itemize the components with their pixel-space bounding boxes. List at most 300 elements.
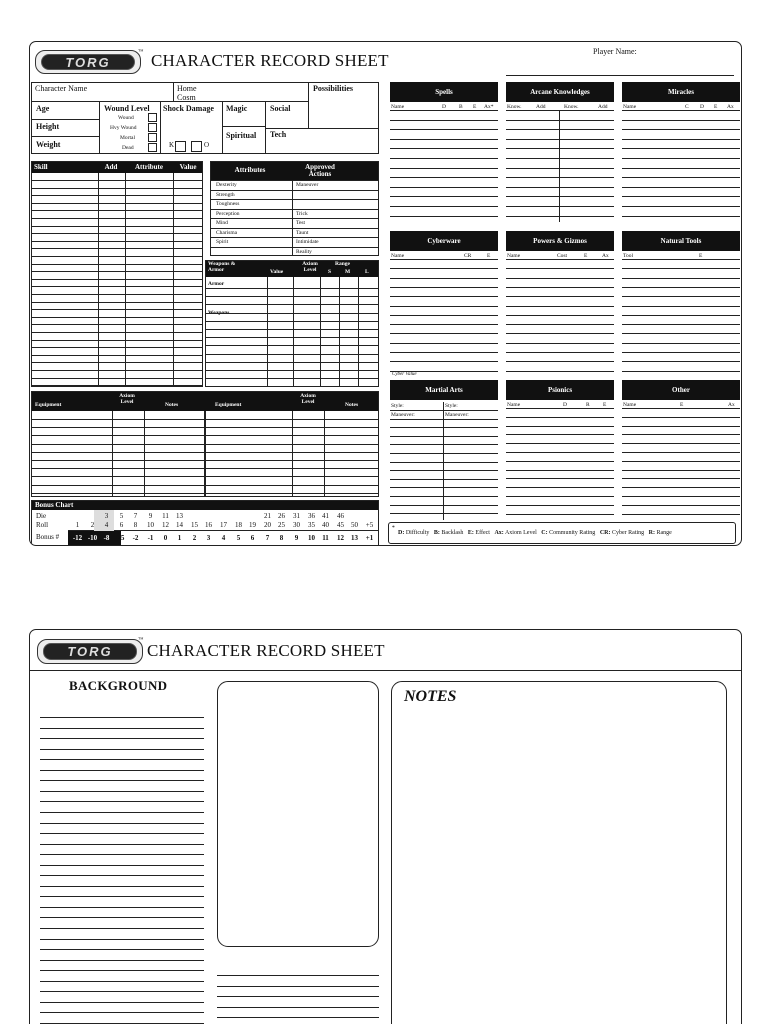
skill-row[interactable]: [31, 264, 203, 265]
attribute-row[interactable]: [210, 180, 379, 181]
cyberware-row[interactable]: [390, 278, 498, 279]
equipment-row[interactable]: [31, 444, 379, 445]
background-line[interactable]: [40, 939, 204, 940]
notes-line[interactable]: [217, 996, 379, 997]
spells-row[interactable]: [390, 110, 498, 111]
cyberware-row[interactable]: [390, 287, 498, 288]
weapon-row[interactable]: [205, 288, 379, 289]
player-name-label: Player Name:: [593, 47, 637, 56]
psionics-row[interactable]: [506, 470, 614, 471]
cyberware-row[interactable]: [390, 268, 498, 269]
range-header: Range: [335, 261, 350, 267]
legend-e-key: E:: [467, 530, 474, 536]
die-label: Die: [36, 512, 47, 520]
skill-row[interactable]: [31, 233, 203, 234]
background-line[interactable]: [40, 949, 204, 950]
skill-row[interactable]: [31, 309, 203, 310]
bonus-chart-header: Bonus Chart: [31, 500, 379, 510]
background-line[interactable]: [40, 928, 204, 929]
weapons-axiom-header: Axiom Level: [302, 261, 318, 273]
spells-row[interactable]: [390, 187, 498, 188]
miracles-row[interactable]: [622, 148, 740, 149]
legend-c-value: Community Rating: [549, 530, 596, 536]
other-row[interactable]: [622, 461, 740, 462]
wound-checkbox[interactable]: [148, 113, 157, 122]
miracles-col-label: Ax: [727, 104, 734, 110]
die-value: 46: [337, 512, 344, 520]
tools-row[interactable]: [622, 268, 740, 269]
background-line[interactable]: [40, 1012, 204, 1013]
spells-row[interactable]: [390, 168, 498, 169]
range-l: L: [365, 269, 369, 275]
bonus-value: 9: [294, 534, 299, 542]
arcane-row[interactable]: [506, 129, 614, 130]
background-line[interactable]: [40, 960, 204, 961]
cyberware-row[interactable]: [390, 333, 498, 334]
cyberware-row[interactable]: [390, 296, 498, 297]
background-line[interactable]: [40, 801, 204, 802]
equipment-row[interactable]: [31, 485, 379, 486]
background-line[interactable]: [40, 791, 204, 792]
weapon-row[interactable]: [205, 304, 379, 305]
equipment-row[interactable]: [31, 468, 379, 469]
powers-row[interactable]: [506, 343, 614, 344]
background-line[interactable]: [40, 1002, 204, 1003]
skill-row[interactable]: [31, 241, 203, 242]
other-row[interactable]: [622, 514, 740, 515]
cyberware-row[interactable]: [390, 259, 498, 260]
powers-row[interactable]: [506, 268, 614, 269]
attribute-row[interactable]: [210, 247, 379, 248]
martial-arts-row[interactable]: [390, 436, 498, 437]
background-line[interactable]: [40, 833, 204, 834]
equipment-row[interactable]: [31, 419, 379, 420]
cyberware-row[interactable]: [390, 306, 498, 307]
other-row[interactable]: [622, 505, 740, 506]
style-label: Style:: [391, 403, 404, 409]
skill-row[interactable]: [31, 378, 203, 379]
tools-row[interactable]: [622, 333, 740, 334]
tools-row[interactable]: [622, 343, 740, 344]
other-row[interactable]: [622, 487, 740, 488]
sheet-title: CHARACTER RECORD SHEET: [147, 641, 385, 660]
tools-row[interactable]: [622, 287, 740, 288]
notes-line[interactable]: [217, 975, 379, 976]
miracles-row[interactable]: [622, 196, 740, 197]
background-line[interactable]: [40, 749, 204, 750]
roll-value: 25: [278, 521, 285, 529]
arcane-header: Arcane Knowledges: [506, 82, 614, 102]
attribute-row[interactable]: [210, 237, 379, 238]
o-label: O: [204, 141, 210, 149]
background-line[interactable]: [40, 780, 204, 781]
skill-row[interactable]: [31, 226, 203, 227]
martial-arts-row[interactable]: [390, 462, 498, 463]
skill-row[interactable]: [31, 362, 203, 363]
die-value: 9: [148, 512, 153, 520]
background-line[interactable]: [40, 981, 204, 982]
spells-row[interactable]: [390, 216, 498, 217]
arcane-row[interactable]: [506, 110, 614, 111]
martial-arts-header: Martial Arts: [390, 380, 498, 400]
character-name-label: Character Name: [35, 84, 88, 93]
martial-arts-row[interactable]: [390, 453, 498, 454]
arcane-row[interactable]: [506, 216, 614, 217]
character-sheet-page-1: [29, 41, 742, 546]
spells-header: Spells: [390, 82, 498, 102]
k-checkbox[interactable]: [175, 141, 186, 152]
attribute-row[interactable]: [210, 218, 379, 219]
martial-arts-row[interactable]: [390, 419, 498, 420]
spells-row[interactable]: [390, 120, 498, 121]
miracles-row[interactable]: [622, 216, 740, 217]
powers-row[interactable]: [506, 306, 614, 307]
other-row[interactable]: [622, 470, 740, 471]
skill-row[interactable]: [31, 195, 203, 196]
legend-r-value: Range: [656, 530, 672, 536]
weapon-row[interactable]: [205, 386, 379, 387]
legend-d-value: Difficulty: [405, 530, 430, 536]
background-line[interactable]: [40, 854, 204, 855]
other-row[interactable]: [622, 426, 740, 427]
skill-row[interactable]: [31, 279, 203, 280]
martial-arts-row[interactable]: [390, 496, 498, 497]
martial-arts-row[interactable]: [390, 513, 498, 514]
psionics-row[interactable]: [506, 408, 614, 409]
bonus-value: +1: [365, 534, 374, 542]
weapon-row[interactable]: [205, 370, 379, 371]
bonus-value: 11: [322, 534, 329, 542]
bonus-value: 3: [206, 534, 211, 542]
martial-arts-row[interactable]: [390, 487, 498, 488]
attribute-name: Spirit: [216, 239, 229, 245]
arcane-row[interactable]: [506, 168, 614, 169]
background-line[interactable]: [40, 865, 204, 866]
background-line[interactable]: [40, 875, 204, 876]
equipment-row[interactable]: [31, 493, 379, 494]
tools-col-label: E: [699, 253, 703, 259]
equipment-row[interactable]: [31, 476, 379, 477]
spells-row[interactable]: [390, 196, 498, 197]
background-line[interactable]: [40, 896, 204, 897]
sheet-title: CHARACTER RECORD SHEET: [151, 51, 389, 70]
psionics-col-label: R: [586, 402, 590, 408]
martial-arts-row[interactable]: [390, 427, 498, 428]
background-line[interactable]: [40, 991, 204, 992]
value-col-header: Value: [173, 162, 203, 172]
legend-text: [398, 530, 672, 536]
background-line[interactable]: [40, 717, 204, 718]
weapon-row[interactable]: [205, 313, 379, 314]
other-row[interactable]: [622, 443, 740, 444]
psionics-row[interactable]: [506, 505, 614, 506]
attribute-row[interactable]: [210, 190, 379, 191]
spells-row[interactable]: [390, 206, 498, 207]
cyberware-row[interactable]: [390, 315, 498, 316]
weapon-row[interactable]: [205, 354, 379, 355]
tools-row[interactable]: [622, 315, 740, 316]
roll-value: 2: [90, 521, 95, 529]
notes-box[interactable]: [391, 681, 727, 1024]
spells-col-label: D: [442, 104, 446, 110]
skill-row[interactable]: [31, 248, 203, 249]
trademark: ™: [138, 49, 144, 55]
equipment-notes-header-1: Notes: [165, 402, 179, 408]
background-line[interactable]: [40, 738, 204, 739]
approved-action: Maneuver: [296, 182, 319, 188]
arcane-row[interactable]: [506, 120, 614, 121]
other-row[interactable]: [622, 478, 740, 479]
skill-row[interactable]: [31, 385, 203, 386]
roll-value: 19: [249, 521, 256, 529]
die-value: 26: [278, 512, 285, 520]
arcane-row[interactable]: [506, 187, 614, 188]
background-line[interactable]: [40, 917, 204, 918]
add-col-header: Add: [98, 162, 124, 172]
psionics-row[interactable]: [506, 461, 614, 462]
background-line[interactable]: [40, 728, 204, 729]
background-line[interactable]: [40, 844, 204, 845]
powers-row[interactable]: [506, 333, 614, 334]
miracles-row[interactable]: [622, 206, 740, 207]
skill-row[interactable]: [31, 370, 203, 371]
weapon-row[interactable]: [205, 345, 379, 346]
column-divider: [443, 402, 444, 520]
skill-row[interactable]: [31, 218, 203, 219]
powers-row[interactable]: [506, 287, 614, 288]
tools-row[interactable]: [622, 259, 740, 260]
skill-row[interactable]: [31, 203, 203, 204]
tools-row[interactable]: [622, 361, 740, 362]
legend-ax-key: Ax:: [494, 530, 504, 536]
background-line[interactable]: [40, 886, 204, 887]
roll-value: 15: [191, 521, 198, 529]
tools-row[interactable]: [622, 306, 740, 307]
skill-row[interactable]: [31, 188, 203, 189]
attribute-name: Charisma: [216, 230, 238, 236]
notes-line[interactable]: [217, 1007, 379, 1008]
spells-row[interactable]: [390, 158, 498, 159]
approved-action: Trick: [296, 211, 308, 217]
legend-r-key: R:: [648, 530, 655, 536]
equipment-row[interactable]: [31, 427, 379, 428]
weapon-row[interactable]: [205, 329, 379, 330]
skill-row[interactable]: [31, 347, 203, 348]
weapon-row[interactable]: [205, 378, 379, 379]
spells-row[interactable]: [390, 139, 498, 140]
notes-line[interactable]: [217, 986, 379, 987]
arcane-row[interactable]: [506, 158, 614, 159]
spells-row[interactable]: [390, 148, 498, 149]
powers-row[interactable]: [506, 259, 614, 260]
o-checkbox[interactable]: [191, 141, 202, 152]
skill-row[interactable]: [31, 317, 203, 318]
psionics-row[interactable]: [506, 514, 614, 515]
miracles-row[interactable]: [622, 187, 740, 188]
roll-value: 45: [337, 521, 344, 529]
logo-text: TORG: [43, 643, 137, 660]
arcane-row[interactable]: [506, 148, 614, 149]
roll-label: Roll: [36, 521, 49, 529]
cyber-value-label: Cyber Value: [392, 372, 417, 377]
cyberware-row[interactable]: [390, 343, 498, 344]
powers-row[interactable]: [506, 352, 614, 353]
martial-arts-row[interactable]: [390, 505, 498, 506]
skill-row[interactable]: [31, 271, 203, 272]
background-line[interactable]: [40, 812, 204, 813]
skill-col-header: Skill: [34, 162, 74, 172]
equipment-row[interactable]: [31, 452, 379, 453]
approved-action: Taunt: [296, 230, 309, 236]
other-col-label: E: [680, 402, 684, 408]
arcane-row[interactable]: [506, 177, 614, 178]
dead-checkbox[interactable]: [148, 143, 157, 152]
cyberware-col-label: E: [487, 253, 491, 259]
skill-row[interactable]: [31, 286, 203, 287]
roll-value: 14: [176, 521, 183, 529]
bonus-value: 10: [308, 534, 315, 542]
martial-arts-row[interactable]: [390, 479, 498, 480]
tools-row[interactable]: [622, 278, 740, 279]
age-label: Age: [36, 104, 50, 113]
arcane-col-label: Add: [536, 104, 546, 110]
attribute-name: Perception: [216, 211, 240, 217]
powers-col-label: Cost: [557, 253, 568, 259]
skill-row[interactable]: [31, 294, 203, 295]
cyberware-row[interactable]: [390, 352, 498, 353]
legend-b-value: Backlash: [441, 530, 464, 536]
attribute-row[interactable]: [210, 228, 379, 229]
tools-row[interactable]: [622, 352, 740, 353]
other-col-label: Name: [623, 402, 637, 408]
attribute-name: Mind: [216, 220, 228, 226]
weight-label: Weight: [36, 140, 61, 149]
arcane-col-label: Know.: [564, 104, 579, 110]
cyberware-col-label: Name: [391, 253, 405, 259]
home-cosm-label: Home Cosm: [177, 84, 197, 102]
attribute-name: Toughness: [216, 201, 240, 207]
background-heading: BACKGROUND: [69, 678, 168, 693]
cyberware-row[interactable]: [390, 361, 498, 362]
attribute-row[interactable]: [210, 209, 379, 210]
character-sheet-page-2: [29, 629, 742, 1024]
heavy-wound-checkbox[interactable]: [148, 123, 157, 132]
skill-row[interactable]: [31, 340, 203, 341]
tools-row[interactable]: [622, 324, 740, 325]
weapon-row[interactable]: [205, 321, 379, 322]
powers-row[interactable]: [506, 296, 614, 297]
skill-row[interactable]: [31, 256, 203, 257]
arcane-row[interactable]: [506, 206, 614, 207]
psionics-row[interactable]: [506, 417, 614, 418]
miracles-row[interactable]: [622, 120, 740, 121]
other-row[interactable]: [622, 434, 740, 435]
notes-line[interactable]: [217, 1017, 379, 1018]
other-row[interactable]: [622, 496, 740, 497]
powers-row[interactable]: [506, 371, 614, 372]
roll-value: 16: [205, 521, 212, 529]
player-name-line[interactable]: [506, 75, 734, 76]
other-row[interactable]: [622, 408, 740, 409]
attribute-row[interactable]: [210, 199, 379, 200]
tools-row[interactable]: [622, 371, 740, 372]
weapon-row[interactable]: [205, 362, 379, 363]
legend-c-key: C:: [541, 530, 548, 536]
other-row[interactable]: [622, 452, 740, 453]
attribute-name: Dexterity: [216, 182, 237, 188]
background-line[interactable]: [40, 759, 204, 760]
arcane-row[interactable]: [506, 139, 614, 140]
cyberware-col-label: CR: [464, 253, 472, 259]
psionics-row[interactable]: [506, 426, 614, 427]
martial-arts-row[interactable]: [390, 470, 498, 471]
psionics-row[interactable]: [506, 478, 614, 479]
bonus-value: 12: [337, 534, 344, 542]
bonus-label: Bonus #: [36, 533, 60, 541]
background-line[interactable]: [40, 770, 204, 771]
miracles-row[interactable]: [622, 139, 740, 140]
mortal-checkbox[interactable]: [148, 133, 157, 142]
miracles-row[interactable]: [622, 129, 740, 130]
die-value: 21: [264, 512, 271, 520]
equipment-row[interactable]: [31, 460, 379, 461]
weapon-row[interactable]: [205, 337, 379, 338]
skill-row[interactable]: [31, 210, 203, 211]
psionics-row[interactable]: [506, 496, 614, 497]
weapon-row[interactable]: [205, 296, 379, 297]
roll-value: 6: [119, 521, 124, 529]
skill-row[interactable]: [31, 332, 203, 333]
psionics-row[interactable]: [506, 452, 614, 453]
equipment-header-2: Equipment: [215, 402, 242, 408]
miracles-row[interactable]: [622, 177, 740, 178]
skill-row[interactable]: [31, 355, 203, 356]
skill-row[interactable]: [31, 324, 203, 325]
martial-arts-row[interactable]: [390, 410, 498, 411]
powers-row[interactable]: [506, 315, 614, 316]
portrait-box[interactable]: [217, 681, 379, 947]
other-row[interactable]: [622, 417, 740, 418]
arcane-row[interactable]: [506, 196, 614, 197]
powers-row[interactable]: [506, 278, 614, 279]
bonus-value: 6: [250, 534, 255, 542]
legend-cr-key: CR:: [599, 530, 611, 536]
wound-state: Mortal: [120, 135, 135, 141]
psionics-row[interactable]: [506, 443, 614, 444]
tools-row[interactable]: [622, 296, 740, 297]
background-line[interactable]: [40, 970, 204, 971]
martial-arts-row[interactable]: [390, 444, 498, 445]
miracles-row[interactable]: [622, 158, 740, 159]
die-value: 11: [162, 512, 169, 520]
roll-value: 40: [322, 521, 329, 529]
psionics-row[interactable]: [506, 487, 614, 488]
psionics-row[interactable]: [506, 434, 614, 435]
spells-row[interactable]: [390, 177, 498, 178]
cyberware-row[interactable]: [390, 324, 498, 325]
background-line[interactable]: [40, 907, 204, 908]
die-value: 7: [133, 512, 138, 520]
powers-row[interactable]: [506, 324, 614, 325]
powers-row[interactable]: [506, 361, 614, 362]
miracles-row[interactable]: [622, 110, 740, 111]
spells-row[interactable]: [390, 129, 498, 130]
skill-row[interactable]: [31, 302, 203, 303]
skill-row[interactable]: [31, 180, 203, 181]
miracles-row[interactable]: [622, 168, 740, 169]
background-line[interactable]: [40, 823, 204, 824]
equipment-row[interactable]: [31, 435, 379, 436]
